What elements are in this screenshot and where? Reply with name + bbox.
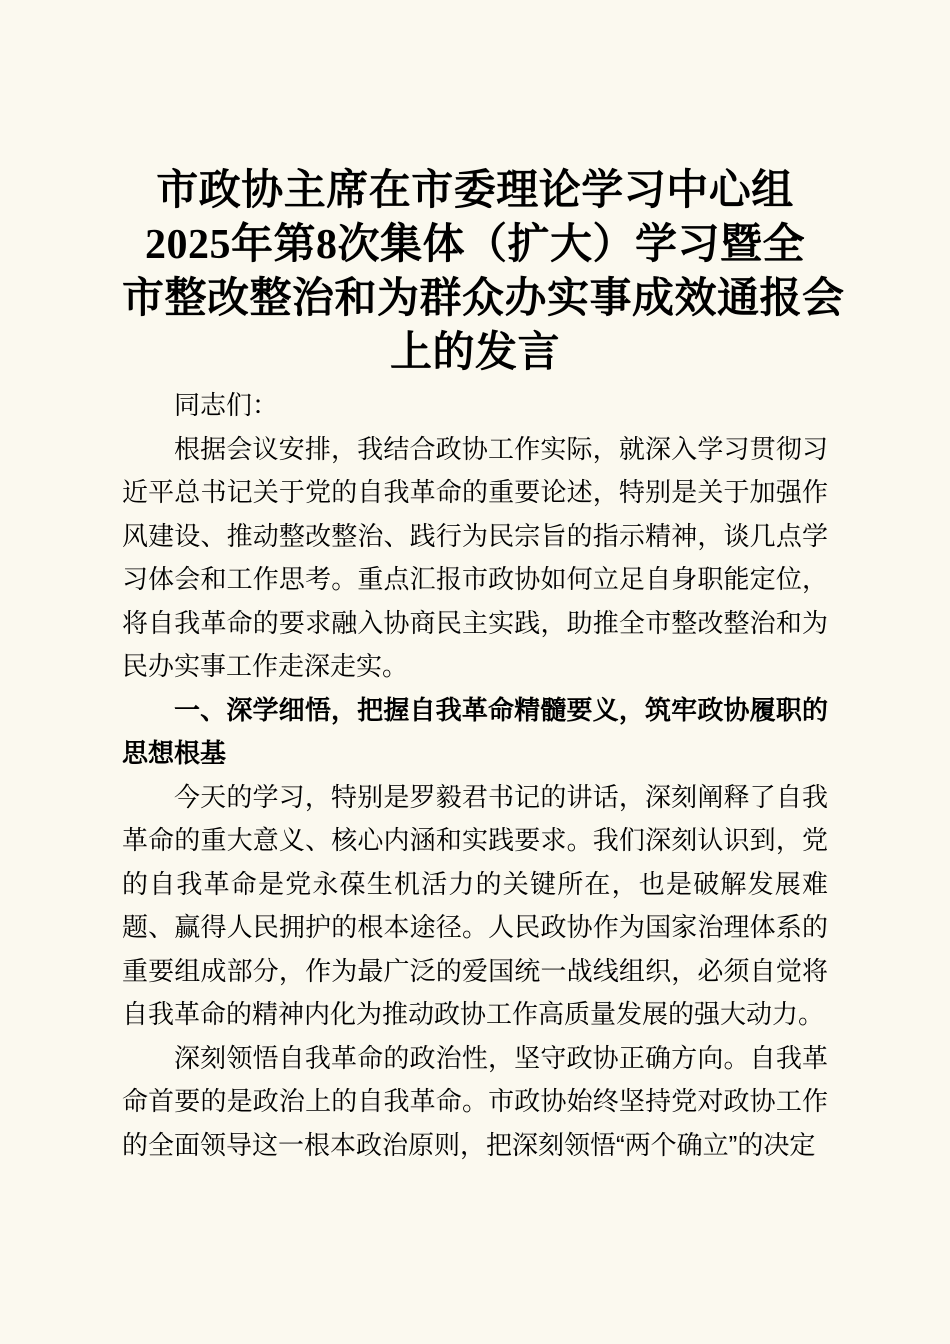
paragraph-section1-body: 今天的学习，特别是罗毅君书记的讲话，深刻阐释了自我革命的重大意义、核心内涵和实践要求。我们深刻认识到，党的自我革命是党永葆生机活力的关键所在，也是破解发展难题、赢得人民拥护的根本途径。人民政协作为国家治理体系的重要组成部分，作为最广泛的爱国统一战线组织，必须自觉将自我革命的精神内化为推动政协工作高质量发展的强大动力。: [122, 781, 828, 1029]
title-line-3: 市整改整治和为群众办实事成效通报会: [122, 276, 845, 322]
section-heading-1: 一、深学细悟，把握自我革命精髓要义，筑牢政协履职的思想根基: [122, 694, 828, 768]
document-page: [122, 0, 845, 1167]
title-line-2: 2025年第8次集体（扩大）学习暨全: [144, 222, 805, 268]
document-body: [122, 384, 828, 1167]
paragraph-political-insight: 深刻领悟自我革命的政治性，坚守政协正确方向。自我革命首要的是政治上的自我革命。市政协始终坚持党对政协工作的全面领导这一根本政治原则，把深刻领悟“两个确立”的决定: [122, 1042, 828, 1160]
title-line-4: 上的发言: [389, 330, 560, 376]
title-line-1: 市政协主席在市委理论学习中心组: [156, 168, 794, 214]
salutation: 同志们：: [174, 390, 279, 420]
document-title: [122, 164, 845, 380]
paragraph-intro: 根据会议安排，我结合政协工作实际，就深入学习贯彻习近平总书记关于党的自我革命的重要论述，特别是关于加强作风建设、推动整改整治、践行为民宗旨的指示精神，谈几点学习体会和工作思考。重点汇报市政协如何立足自身职能定位，将自我革命的要求融入协商民主实践，助推全市整改整治和为民办实事工作走深走实。: [122, 433, 828, 681]
